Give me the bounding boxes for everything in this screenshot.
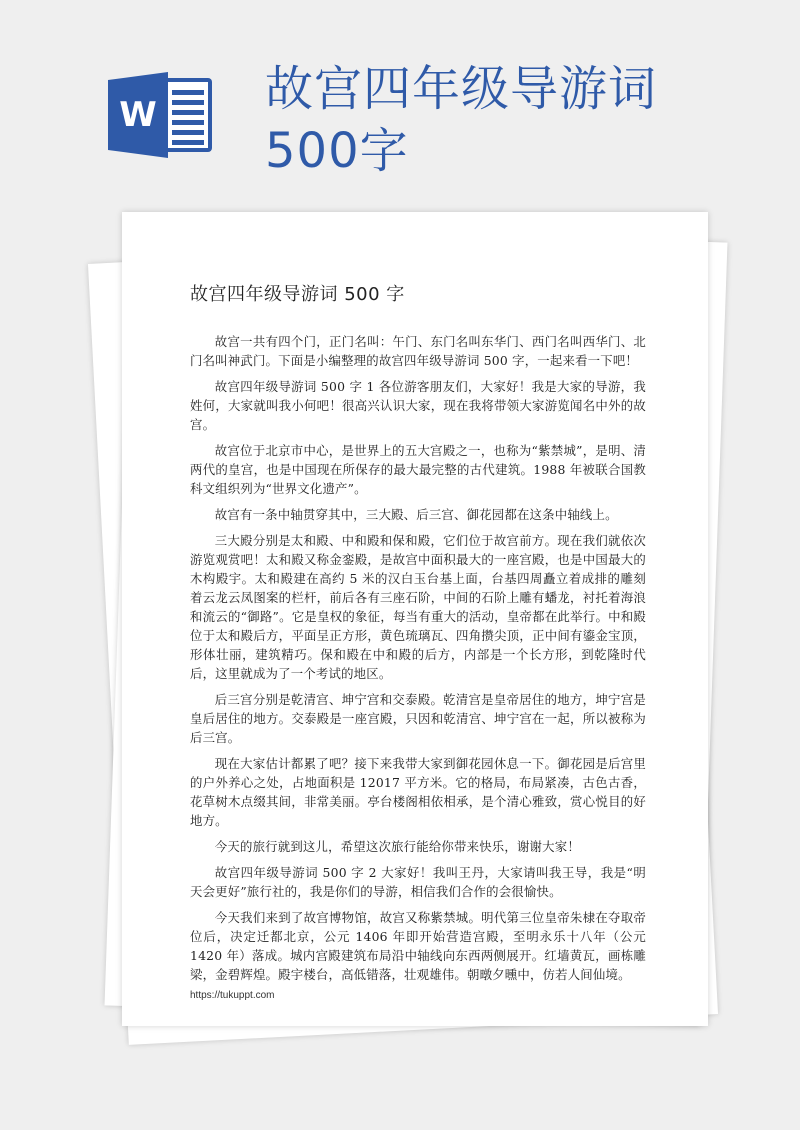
paragraph-greeting-2: 故宫四年级导游词 500 字 2 大家好！我叫王丹，大家请叫我王导，我是“明天会更好”旅行社的，我是你们的导游，相信我们合作的会很愉快。 (190, 865, 646, 899)
header-title: 故宫四年级导游词500字 (265, 61, 658, 179)
paragraph-history: 今天我们来到了故宫博物馆，故宫又称紫禁城。明代第三位皇帝朱棣在夺取帝位后，决定迁都北京，公元 1406 年即开始营造宫殿，至明永乐十八年（公元 1420 年）落成。城内宫殿建筑布局沿中轴线向东西两侧展开。红墙黄瓦，画栋雕梁，金碧辉煌。殿宇楼台，高低错落，壮观雄伟。朝暾夕曛中，仿若人间仙境。 (190, 910, 646, 982)
paragraph-farewell: 今天的旅行就到这儿，希望这次旅行能给你带来快乐，谢谢大家！ (214, 839, 580, 854)
paragraph-greeting-1: 故宫四年级导游词 500 字 1 各位游客朋友们，大家好！我是大家的导游，我姓何，大家就叫我小何吧！很高兴认识大家，现在我将带领大家游览闻名中外的故宫。 (190, 379, 646, 432)
svg-text:W: W (119, 95, 157, 135)
paragraph-intro: 故宫一共有四个门，正门名叫：午门、东门名叫东华门、西门名叫西华门、北门名叫神武门。下面是小编整理的故宫四年级导游词 500 字，一起来看一下吧！ (190, 334, 646, 368)
paragraph-location: 故宫位于北京市中心，是世界上的五大宫殿之一，也称为“紫禁城”，是明、清两代的皇宫，也是中国现在所保存的最大最完整的古代建筑。1988 年被联合国教科文组织列为“世界文化遗产”。 (190, 443, 646, 496)
document-page (122, 212, 708, 1026)
paragraph-three-halls: 三大殿分别是太和殿、中和殿和保和殿，它们位于故宫前方。现在我们就依次游览观赏吧！太和殿又称金銮殿，是故宫中面积最大的一座宫殿，也是中国最大的木构殿宇。太和殿建在高约 5 米的汉白玉台基上面，台基四周矗立着成排的雕刻着云龙云凤图案的栏杆，前后各有三座石阶，中间的石阶上雕有蟠龙，衬托着海浪和流云的“御路”。它是皇权的象征，每当有重大的活动，皇帝都在此举行。中和殿位于太和殿后方，平面呈正方形，黄色琉璃瓦、四角攒尖顶，正中间有鎏金宝顶，形体壮丽，建筑精巧。保和殿在中和殿的后方，内部是一个长方形，到乾隆时代后，这里就成为了一个考试的地区。 (190, 533, 646, 681)
footer-url: https://tukuppt.com (190, 990, 275, 1001)
header (0, 0, 800, 200)
paragraph-imperial-garden: 现在大家估计都累了吧？接下来我带大家到御花园休息一下。御花园是后宫里的户外养心之处，占地面积是 12017 平方米。它的格局，布局紧凑，古色古香，花草树木点缀其间，非常美丽。亭台楼阁相依相承，是个清心雅致，赏心悦目的好地方。 (190, 756, 646, 828)
paragraph-three-palaces: 后三宫分别是乾清宫、坤宁宫和交泰殿。乾清宫是皇帝居住的地方，坤宁宫是皇后居住的地方。交泰殿是一座宫殿，只因和乾清宫、坤宁宫在一起，所以被称为后三宫。 (190, 692, 646, 745)
paragraph-axis: 故宫有一条中轴贯穿其中，三大殿、后三宫、御花园都在这条中轴线上。 (214, 507, 618, 522)
word-document-icon (108, 72, 214, 158)
document-title: 故宫四年级导游词 500 字 (190, 284, 405, 305)
